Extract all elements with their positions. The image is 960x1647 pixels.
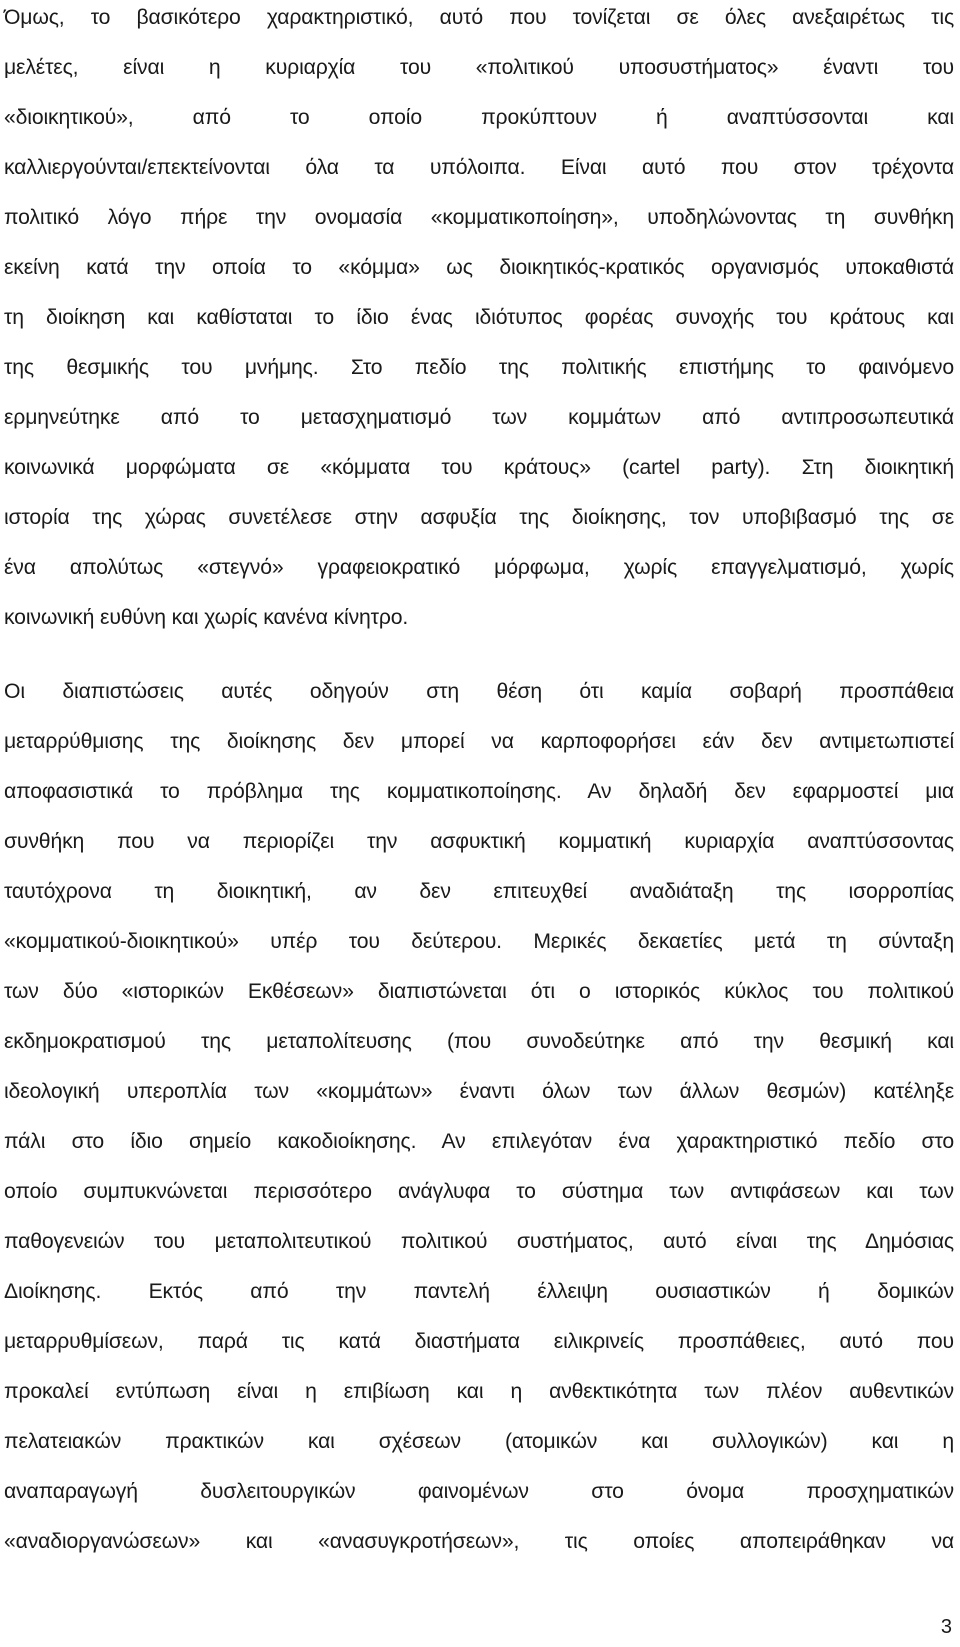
text-line: Όμως, το βασικότερο χαρακτηριστικό, αυτό που τονίζεται σε όλες ανεξαιρέτως τις — [4, 6, 954, 29]
text-line: εκδημοκρατισμού της μεταπολίτευσης (που συνοδεύτηκε από την θεσμική και — [4, 1030, 954, 1053]
text-line: συνθήκη που να περιορίζει την ασφυκτική κομματική κυριαρχία αναπτύσσοντας — [4, 830, 954, 853]
text-line: μεταρρύθμισης της διοίκησης δεν μπορεί να καρποφορήσει εάν δεν αντιμετωπιστεί — [4, 730, 954, 753]
text-line: προκαλεί εντύπωση είναι η επιβίωση και η ανθεκτικότητα των πλέον αυθεντικών — [4, 1380, 954, 1403]
text-line: Διοίκησης. Εκτός από την παντελή έλλειψη ουσιαστικών ή δομικών — [4, 1280, 954, 1303]
text-line: «αναδιοργανώσεων» και «ανασυγκροτήσεων», τις οποίες αποπειράθηκαν να — [4, 1530, 954, 1553]
text-line: τη διοίκηση και καθίσταται το ίδιο ένας ιδιότυπος φορέας συνοχής του κράτους και — [4, 306, 954, 329]
text-line: ένα απολύτως «στεγνό» γραφειοκρατικό μόρφωμα, χωρίς επαγγελματισμό, χωρίς — [4, 556, 954, 579]
page-number: 3 — [940, 1616, 952, 1638]
text-line: παθογενειών του μεταπολιτευτικού πολιτικού συστήματος, αυτό είναι της Δημόσιας — [4, 1230, 954, 1253]
text-line: πελατειακών πρακτικών και σχέσεων (ατομικών και συλλογικών) και η — [4, 1430, 954, 1453]
text-line: «διοικητικού», από το οποίο προκύπτουν ή αναπτύσσονται και — [4, 106, 954, 129]
text-line: των δύο «ιστορικών Εκθέσεων» διαπιστώνεται ότι ο ιστορικός κύκλος του πολιτικού — [4, 980, 954, 1003]
text-line: κοινωνικά μορφώματα σε «κόμματα του κράτους» (cartel party). Στη διοικητική — [4, 456, 954, 479]
text-line: πολιτικό λόγο πήρε την ονομασία «κομματικοποίηση», υποδηλώνοντας τη συνθήκη — [4, 206, 954, 229]
text-line: οποίο συμπυκνώνεται περισσότερο ανάγλυφα το σύστημα των αντιφάσεων και των — [4, 1180, 954, 1203]
text-line: αναπαραγωγή δυσλειτουργικών φαινομένων στο όνομα προσχηματικών — [4, 1480, 954, 1503]
text-line: κοινωνική ευθύνη και χωρίς κανένα κίνητρο. — [4, 606, 409, 629]
text-line: ιδεολογική υπεροπλία των «κομμάτων» έναντι όλων των άλλων θεσμών) κατέληξε — [4, 1080, 954, 1103]
text-line: πάλι στο ίδιο σημείο κακοδιοίκησης. Αν επιλεγόταν ένα χαρακτηριστικό πεδίο στο — [4, 1130, 954, 1153]
text-line: αποφασιστικά το πρόβλημα της κομματικοποίησης. Αν δηλαδή δεν εφαρμοστεί μια — [4, 780, 954, 803]
text-line: ταυτόχρονα τη διοικητική, αν δεν επιτευχθεί αναδιάταξη της ισορροπίας — [4, 880, 954, 903]
text-line: καλλιεργούνται/επεκτείνονται όλα τα υπόλοιπα. Είναι αυτό που στον τρέχοντα — [4, 156, 954, 179]
text-line: της θεσμικής του μνήμης. Στο πεδίο της πολιτικής επιστήμης το φαινόμενο — [4, 356, 954, 379]
paragraph-2 — [4, 674, 954, 1574]
text-line: Οι διαπιστώσεις αυτές οδηγούν στη θέση ότι καμία σοβαρή προσπάθεια — [4, 680, 954, 703]
text-line: εκείνη κατά την οποία το «κόμμα» ως διοικητικός-κρατικός οργανισμός υποκαθιστά — [4, 256, 954, 279]
paragraph-1 — [4, 0, 954, 650]
text-line: μελέτες, είναι η κυριαρχία του «πολιτικού υποσυστήματος» έναντι του — [4, 56, 954, 79]
text-line: ιστορία της χώρας συνετέλεσε στην ασφυξία της διοίκησης, τον υποβιβασμό της σε — [4, 506, 954, 529]
text-line: μεταρρυθμίσεων, παρά τις κατά διαστήματα ειλικρινείς προσπάθειες, αυτό που — [4, 1330, 954, 1353]
text-line: ερμηνεύτηκε από το μετασχηματισμό των κομμάτων από αντιπροσωπευτικά — [4, 406, 954, 429]
text-line: «κομματικού-διοικητικού» υπέρ του δεύτερου. Μερικές δεκαετίες μετά τη σύνταξη — [4, 930, 954, 953]
